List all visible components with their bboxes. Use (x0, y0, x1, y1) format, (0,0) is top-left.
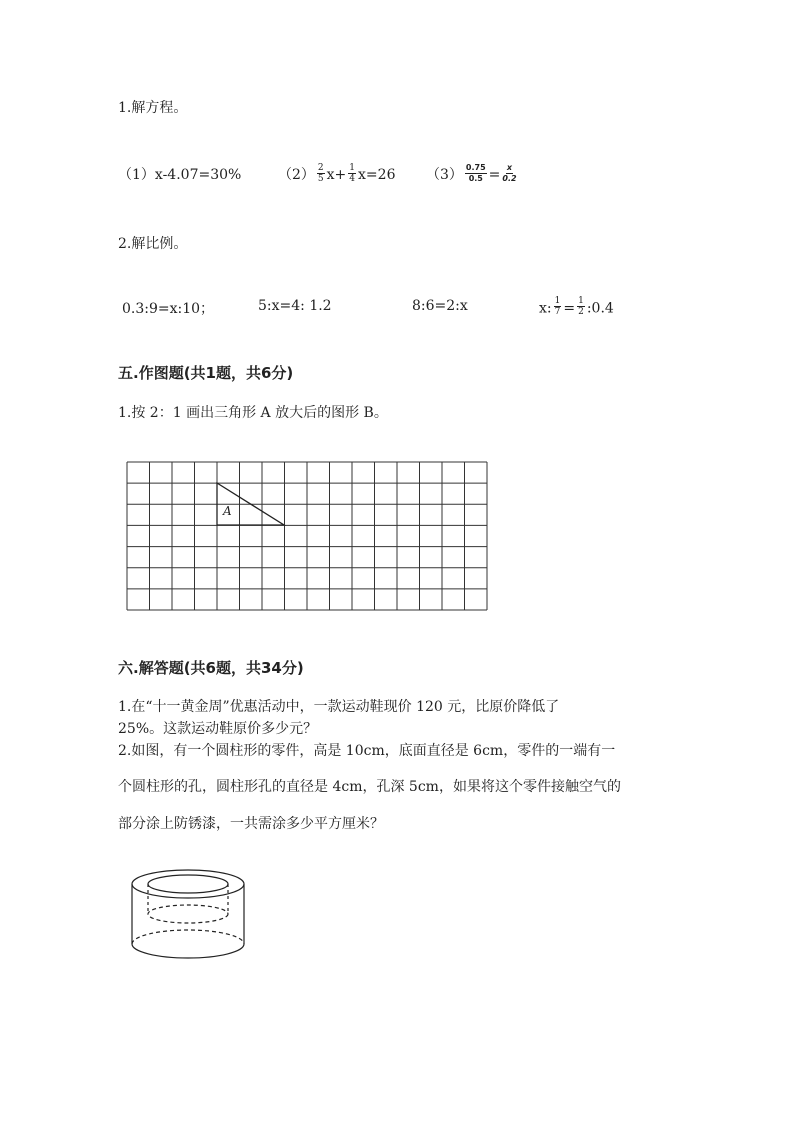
equation-2 (278, 164, 395, 186)
outer-bottom-back-arc (132, 930, 244, 944)
fraction-one-seventh (554, 296, 562, 317)
fraction-denominator: 7 (554, 307, 561, 317)
fraction-one-quarter (348, 163, 356, 184)
question-title-proportions: 2.解比例。 (118, 236, 188, 252)
fraction-denominator: 5 (317, 173, 324, 184)
proportion-1: 0.3:9=x:10； (122, 301, 215, 317)
square-grid (126, 461, 488, 611)
word-problem-1-line-2: 25%。这款运动鞋原价多少元？ (118, 721, 318, 737)
fraction-one-half (577, 296, 585, 317)
fraction-numerator: 0.75 (465, 162, 486, 172)
equation-1 (118, 164, 241, 184)
proportion-2: 5:x=4: 1.2 (258, 298, 332, 314)
hole-top-ellipse (148, 875, 228, 893)
fraction-denominator: 0.5 (468, 173, 483, 183)
fraction-numerator: 2 (317, 162, 324, 173)
fraction-denominator: 2 (578, 307, 584, 317)
word-problem-1-line-1: 1.在“十一黄金周”优惠活动中，一款运动鞋现价 120 元，比原价降低了 (118, 699, 560, 715)
fraction-two-fifths (317, 163, 325, 184)
cylinder-with-hole-figure (128, 866, 250, 966)
grid-lines (127, 462, 487, 610)
proportion-4-equals: = (563, 300, 576, 317)
proportion-4 (539, 298, 614, 319)
fraction-denominator: 0.2 (502, 173, 517, 183)
fraction-denominator: 4 (349, 173, 356, 184)
proportion-4-post: :0.4 (586, 300, 614, 317)
section-heading-word-problems: 六.解答题(共6题，共34分) (118, 659, 304, 677)
equation-3-label: （3） (426, 167, 463, 183)
fraction-numerator: 1 (554, 296, 561, 306)
word-problem-2-line-1: 2.如图，有一个圆柱形的零件，高是 10cm，底面直径是 6cm，零件的一端有一 (118, 743, 616, 759)
fraction-x-over-02 (502, 163, 516, 184)
word-problem-2-line-2: 个圆柱形的孔，圆柱形孔的直径是 4cm，孔深 5cm，如果将这个零件接触空气的 (118, 779, 621, 795)
equation-1-label: （1） (118, 167, 155, 183)
proportion-4-pre: x: (539, 300, 552, 317)
proportion-3: 8:6=2:x (412, 298, 468, 314)
fraction-numerator: 1 (578, 296, 584, 306)
fraction-numerator: x (506, 162, 513, 172)
equation-3-equals: = (488, 167, 501, 183)
triangle-a-label: A (223, 504, 232, 518)
equation-1-expr: x-4.07=30% (154, 167, 242, 183)
equation-2-label: （2） (278, 167, 315, 183)
section-heading-drawing: 五.作图题(共1题，共6分) (118, 364, 294, 382)
word-problem-2-line-3: 部分涂上防锈漆，一共需涂多少平方厘米？ (118, 816, 384, 832)
fraction-numerator: 1 (349, 162, 356, 173)
outer-bottom-front-arc (132, 944, 244, 958)
fraction-075-over-05 (465, 163, 487, 184)
outer-top-ellipse (132, 870, 244, 898)
drawing-question-1: 1.按 2：1 画出三角形 A 放大后的图形 B。 (118, 405, 388, 421)
equation-2-end: x=26 (358, 167, 396, 183)
hole-bottom-ellipse (148, 905, 228, 923)
equation-3 (426, 164, 519, 186)
equation-2-mid: x+ (326, 167, 347, 183)
question-title-equations: 1.解方程。 (118, 100, 188, 116)
